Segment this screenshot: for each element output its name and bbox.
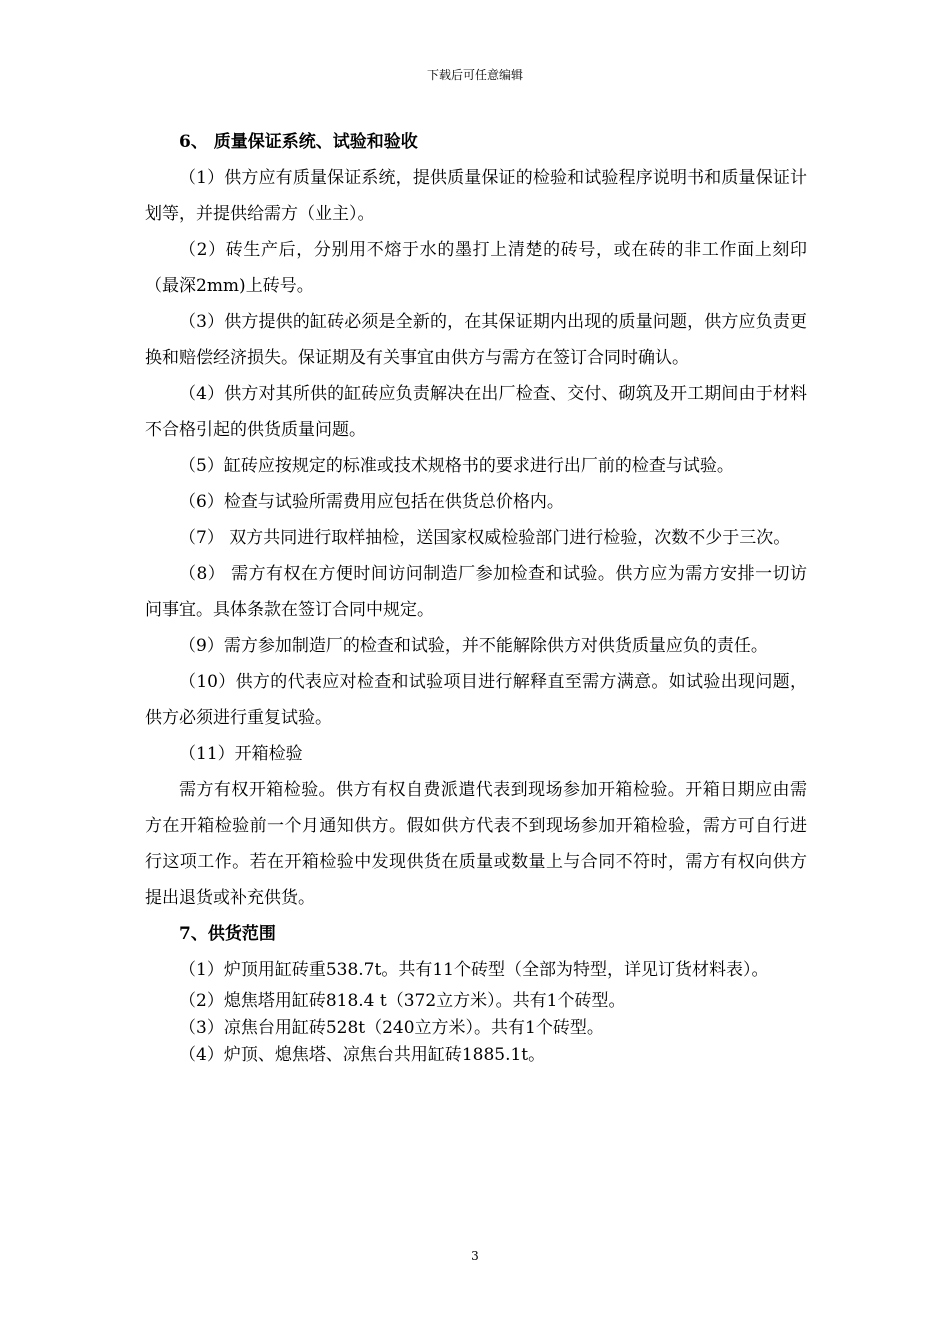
document-body: [145, 124, 807, 1069]
paragraph: （6）检查与试验所需费用应包括在供货总价格内。: [179, 492, 564, 512]
paragraph: （3）供方提供的缸砖必须是全新的，在其保证期内出现的质量问题，供方应负责更换和赔偿经济损失。保证期及有关事宜由供方与需方在签订合同时确认。: [145, 312, 807, 368]
paragraph: （9）需方参加制造厂的检查和试验，并不能解除供方对供货质量应负的责任。: [179, 636, 768, 656]
paragraph: （10）供方的代表应对检查和试验项目进行解释直至需方满意。如试验出现问题，供方必须进行重复试验。: [145, 672, 807, 728]
paragraph: （11）开箱检验: [179, 744, 303, 764]
paragraph: （8） 需方有权在方便时间访问制造厂参加检查和试验。供方应为需方安排一切访问事宜。具体条款在签订合同中规定。: [145, 564, 807, 620]
paragraph: （4）炉顶、熄焦塔、凉焦台共用缸砖1885.1t。: [179, 1045, 546, 1065]
paragraph: （2）熄焦塔用缸砖818.4 t（372立方米）。共有1个砖型。: [179, 991, 626, 1011]
paragraph: （4）供方对其所供的缸砖应负责解决在出厂检查、交付、砌筑及开工期间由于材料不合格引起的供货质量问题。: [145, 384, 807, 440]
section-6-heading: 6、 质量保证系统、试验和验收: [179, 132, 418, 152]
paragraph: （3）凉焦台用缸砖528t（240立方米）。共有1个砖型。: [179, 1018, 604, 1038]
page-header: 下载后可任意编辑: [426, 68, 523, 82]
paragraph: （2）砖生产后，分别用不熔于水的墨打上清楚的砖号，或在砖的非工作面上刻印（最深2mm)上砖号。: [145, 240, 807, 296]
paragraph: （1）炉顶用缸砖重538.7t。共有11个砖型（全部为特型，详见订货材料表）。: [179, 960, 769, 980]
section-7-heading: 7、供货范围: [179, 924, 276, 944]
paragraph: （5）缸砖应按规定的标准或技术规格书的要求进行出厂前的检查与试验。: [179, 456, 734, 476]
paragraph: 需方有权开箱检验。供方有权自费派遣代表到现场参加开箱检验。开箱日期应由需方在开箱检验前一个月通知供方。假如供方代表不到现场参加开箱检验，需方可自行进行这项工作。若在开箱检验中发现供货在质量或数量上与合同不符时，需方有权向供方提出退货或补充供货。: [145, 780, 807, 908]
paragraph: （1）供方应有质量保证系统，提供质量保证的检验和试验程序说明书和质量保证计划等，并提供给需方（业主）。: [145, 168, 807, 224]
paragraph: （7） 双方共同进行取样抽检，送国家权威检验部门进行检验，次数不少于三次。: [179, 528, 791, 548]
page-number: 3: [471, 1249, 479, 1263]
